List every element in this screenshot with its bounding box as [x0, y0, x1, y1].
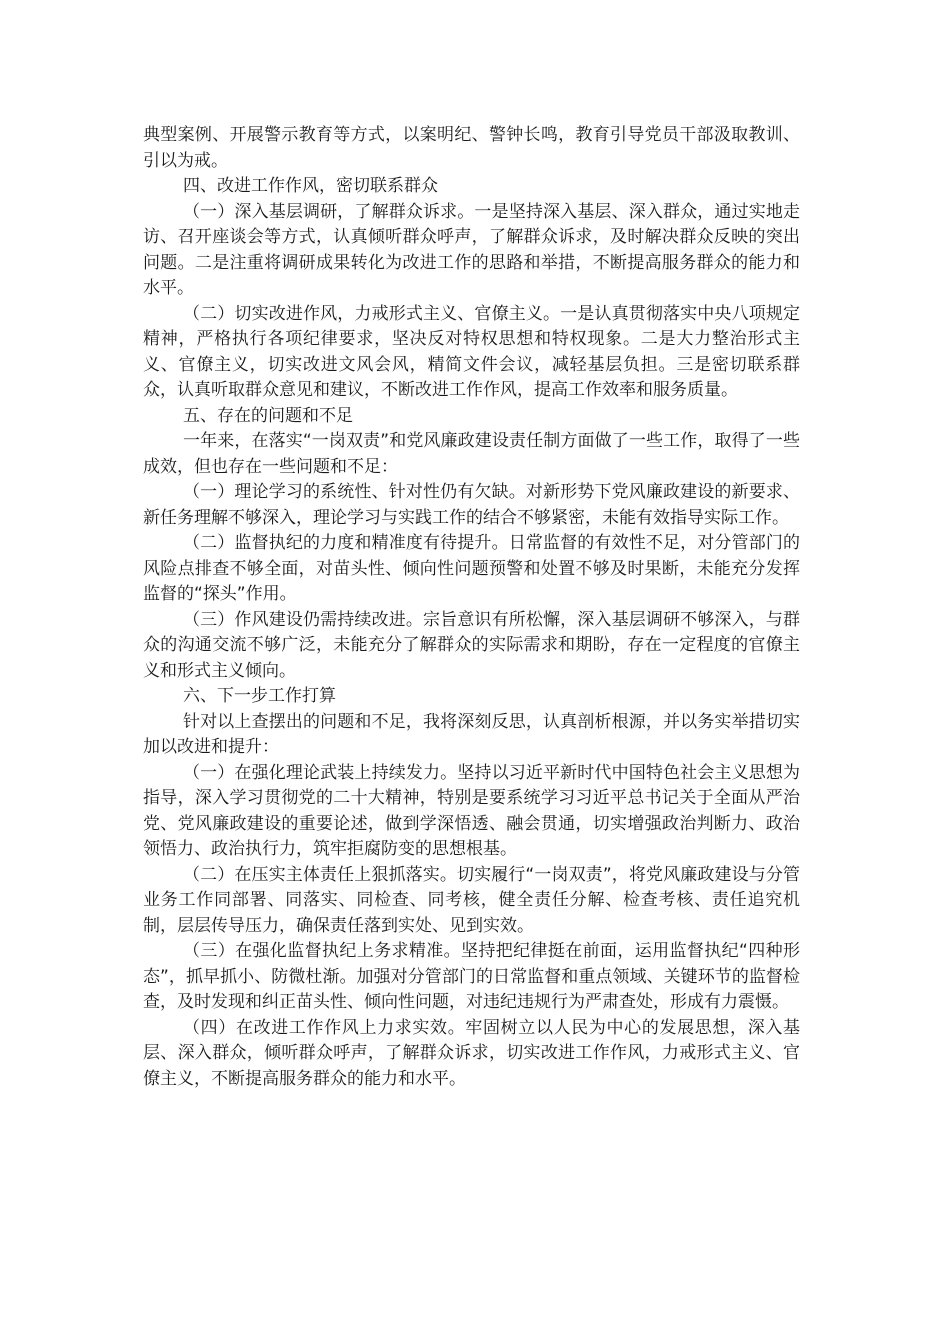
paragraph-continuation: 典型案例、开展警示教育等方式，以案明纪、警钟长鸣，教育引导党员干部汲取教训、引以为戒。: [143, 125, 800, 171]
section-heading-6: 六、下一步工作打算: [183, 686, 336, 706]
paragraph-6-4: （四）在改进工作作风上力求实效。牢固树立以人民为中心的发展思想，深入基层、深入群众，倾听群众呼声，了解群众诉求，切实改进工作作风，力戒形式主义、官僚主义，不断提高服务群众的能力和水平。: [143, 1017, 800, 1089]
paragraph-6-intro: 针对以上查摆出的问题和不足，我将深刻反思，认真剖析根源，并以务实举措切实加以改进和提升：: [143, 711, 800, 757]
paragraph-5-intro: 一年来，在落实“一岗双责”和党风廉政建设责任制方面做了一些工作，取得了一些成效，但也存在一些问题和不足：: [143, 431, 800, 477]
paragraph-6-2: （二）在压实主体责任上狠抓落实。切实履行“一岗双责”，将党风廉政建设与分管业务工作同部署、同落实、同检查、同考核，健全责任分解、检查考核、责任追究机制，层层传导压力，确保责任落到实处、见到实效。: [143, 864, 800, 936]
paragraph-5-3: （三）作风建设仍需持续改进。宗旨意识有所松懈，深入基层调研不够深入，与群众的沟通交流不够广泛，未能充分了解群众的实际需求和期盼，存在一定程度的官僚主义和形式主义倾向。: [143, 609, 800, 681]
paragraph-5-1: （一）理论学习的系统性、针对性仍有欠缺。对新形势下党风廉政建设的新要求、新任务理解不够深入，理论学习与实践工作的结合不够紧密，未能有效指导实际工作。: [143, 482, 800, 528]
paragraph-4-2: （二）切实改进作风，力戒形式主义、官僚主义。一是认真贯彻落实中央八项规定精神，严格执行各项纪律要求，坚决反对特权思想和特权现象。二是大力整治形式主义、官僚主义，切实改进文风会风，精简文件会议，减轻基层负担。三是密切联系群众，认真听取群众意见和建议，不断改进工作作风，提高工作效率和服务质量。: [143, 303, 800, 400]
paragraph-4-1: （一）深入基层调研，了解群众诉求。一是坚持深入基层、深入群众，通过实地走访、召开座谈会等方式，认真倾听群众呼声，了解群众诉求，及时解决群众反映的突出问题。二是注重将调研成果转化为改进工作的思路和举措，不断提高服务群众的能力和水平。: [143, 201, 800, 298]
paragraph-6-1: （一）在强化理论武装上持续发力。坚持以习近平新时代中国特色社会主义思想为指导，深入学习贯彻党的二十大精神，特别是要系统学习习近平总书记关于全面从严治党、党风廉政建设的重要论述，做到学深悟透、融会贯通，切实增强政治判断力、政治领悟力、政治执行力，筑牢拒腐防变的思想根基。: [143, 762, 800, 859]
section-heading-4: 四、改进工作作风，密切联系群众: [183, 176, 438, 196]
paragraph-6-3: （三）在强化监督执纪上务求精准。坚持把纪律挺在前面，运用监督执纪“四种形态”，抓早抓小、防微杜渐。加强对分管部门的日常监督和重点领域、关键环节的监督检查，及时发现和纠正苗头性、倾向性问题，对违纪违规行为严肃查处，形成有力震慑。: [143, 941, 800, 1012]
document-page: [143, 123, 800, 1092]
paragraph-5-2: （二）监督执纪的力度和精准度有待提升。日常监督的有效性不足，对分管部门的风险点排查不够全面，对苗头性、倾向性问题预警和处置不够及时果断，未能充分发挥监督的“探头”作用。: [143, 533, 800, 604]
section-heading-5: 五、存在的问题和不足: [183, 405, 353, 426]
